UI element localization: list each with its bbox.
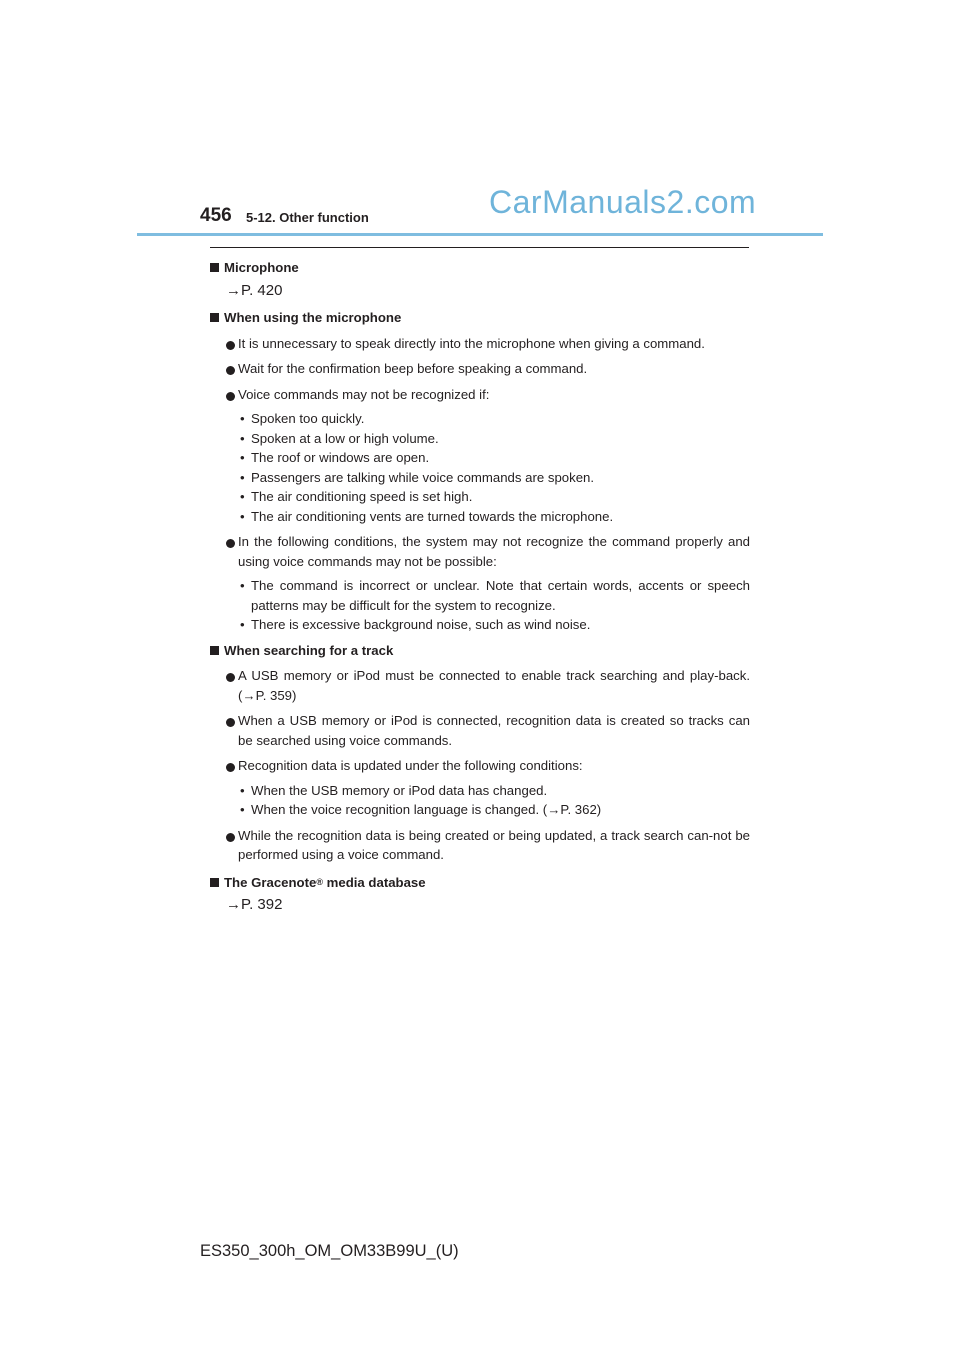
sub-list-item: [210, 576, 750, 615]
circle-bullet-icon: [226, 392, 235, 401]
heading-text-prefix: The Gracenote: [224, 874, 317, 890]
arrow-right-icon: →: [242, 687, 256, 703]
small-dot-icon: •: [240, 617, 245, 632]
arrow-right-icon: →: [226, 896, 241, 913]
bullet-text: It is unnecessary to speak directly into the microphone when giving a command.: [238, 335, 705, 351]
reference-link[interactable]: P. 420: [241, 281, 283, 299]
heading-using-microphone: [210, 308, 750, 328]
page-content: [210, 258, 750, 915]
heading-text: When searching for a track: [224, 642, 394, 658]
bullet-item: [210, 334, 750, 354]
heading-text-suffix: media database: [322, 874, 426, 890]
small-dot-icon: •: [240, 802, 245, 817]
sub-item-text: Passengers are talking while voice commands are spoken.: [251, 469, 595, 485]
reference-link[interactable]: P. 359): [255, 687, 297, 703]
arrow-right-icon: →: [547, 802, 561, 817]
small-dot-icon: •: [240, 430, 245, 446]
sub-item-text: The air conditioning vents are turned towards the microphone.: [251, 508, 614, 524]
sub-item-text: Spoken at a low or high volume.: [251, 430, 439, 446]
watermark-text: CarManuals2.com: [489, 184, 757, 220]
page-reference: [210, 895, 750, 915]
sub-list: [210, 409, 750, 526]
bullet-item: [210, 826, 750, 865]
circle-bullet-icon: [226, 718, 235, 727]
sub-list: [210, 576, 750, 635]
sub-list-item: [210, 781, 750, 801]
bullet-item: [210, 711, 750, 750]
arrow-right-icon: →: [226, 281, 241, 299]
sub-list-item: [210, 429, 750, 449]
bullet-item: [210, 666, 750, 705]
sub-item-text: The roof or windows are open.: [251, 450, 430, 465]
sub-list-item: [210, 468, 750, 488]
sub-list-item: [210, 487, 750, 507]
sub-item-text: Spoken too quickly.: [251, 411, 365, 426]
circle-bullet-icon: [226, 539, 235, 548]
sub-item-text: When the voice recognition language is changed. (: [251, 802, 548, 817]
page-number: 456: [200, 205, 232, 226]
page-reference: [210, 281, 750, 301]
heading-text: When using the microphone: [224, 310, 402, 325]
square-bullet-icon: [210, 263, 219, 272]
sub-item-text: The command is incorrect or unclear. Note that certain words, accents or speech patterns may be difficult for the system to recognize.: [251, 578, 750, 613]
bullet-text: Wait for the confirmation beep before speaking a command.: [238, 361, 588, 376]
sub-list-item: [210, 800, 750, 820]
heading-microphone: [210, 258, 750, 278]
reference-link[interactable]: P. 392: [241, 896, 283, 913]
heading-text: Microphone: [224, 260, 299, 275]
bullet-item: [210, 532, 750, 571]
sub-list-item: [210, 507, 750, 527]
bullet-item: [210, 756, 750, 776]
bullet-text: A USB memory or iPod must be connected to enable track searching and play-back. (: [238, 668, 750, 703]
bullet-item: [210, 359, 750, 379]
small-dot-icon: •: [240, 578, 245, 593]
circle-bullet-icon: [226, 341, 235, 350]
sub-item-text: When the USB memory or iPod data has changed.: [251, 782, 548, 798]
small-dot-icon: •: [240, 450, 245, 465]
bullet-item: [210, 385, 750, 405]
small-dot-icon: •: [240, 489, 245, 504]
bullet-text: In the following conditions, the system may not recognize the command properly and using voice commands may not be possible:: [238, 534, 750, 569]
square-bullet-icon: [210, 878, 219, 887]
sub-item-text: There is excessive background noise, such as wind noise.: [251, 617, 591, 632]
square-bullet-icon: [210, 313, 219, 322]
small-dot-icon: •: [240, 411, 245, 426]
circle-bullet-icon: [226, 366, 235, 375]
sub-list-item: [210, 448, 750, 468]
sub-list-item: [210, 615, 750, 635]
small-dot-icon: •: [240, 508, 245, 524]
circle-bullet-icon: [226, 673, 235, 682]
circle-bullet-icon: [226, 763, 235, 772]
bullet-text: When a USB memory or iPod is connected, recognition data is created so tracks can be searched using voice commands.: [238, 713, 750, 748]
bullet-text: Recognition data is updated under the following conditions:: [238, 758, 583, 773]
reference-link[interactable]: P. 362): [560, 802, 602, 817]
circle-bullet-icon: [226, 833, 235, 842]
bullet-text: While the recognition data is being created or being updated, a track search can-not be performed using a voice command.: [238, 827, 750, 862]
sub-list: [210, 781, 750, 820]
square-bullet-icon: [210, 646, 219, 655]
header-rule: [137, 233, 823, 236]
sub-list-item: [210, 409, 750, 429]
heading-gracenote: The Gracenote ® media database: [210, 873, 750, 893]
section-title: 5-12. Other function: [246, 210, 369, 225]
heading-searching-track: [210, 641, 750, 661]
sub-item-text: The air conditioning speed is set high.: [251, 489, 473, 504]
small-dot-icon: •: [240, 782, 245, 798]
small-dot-icon: •: [240, 469, 245, 485]
footer-document-code: ES350_300h_OM_OM33B99U_(U): [200, 1242, 459, 1260]
content-rule: [210, 247, 749, 248]
bullet-text: Voice commands may not be recognized if:: [238, 386, 490, 402]
